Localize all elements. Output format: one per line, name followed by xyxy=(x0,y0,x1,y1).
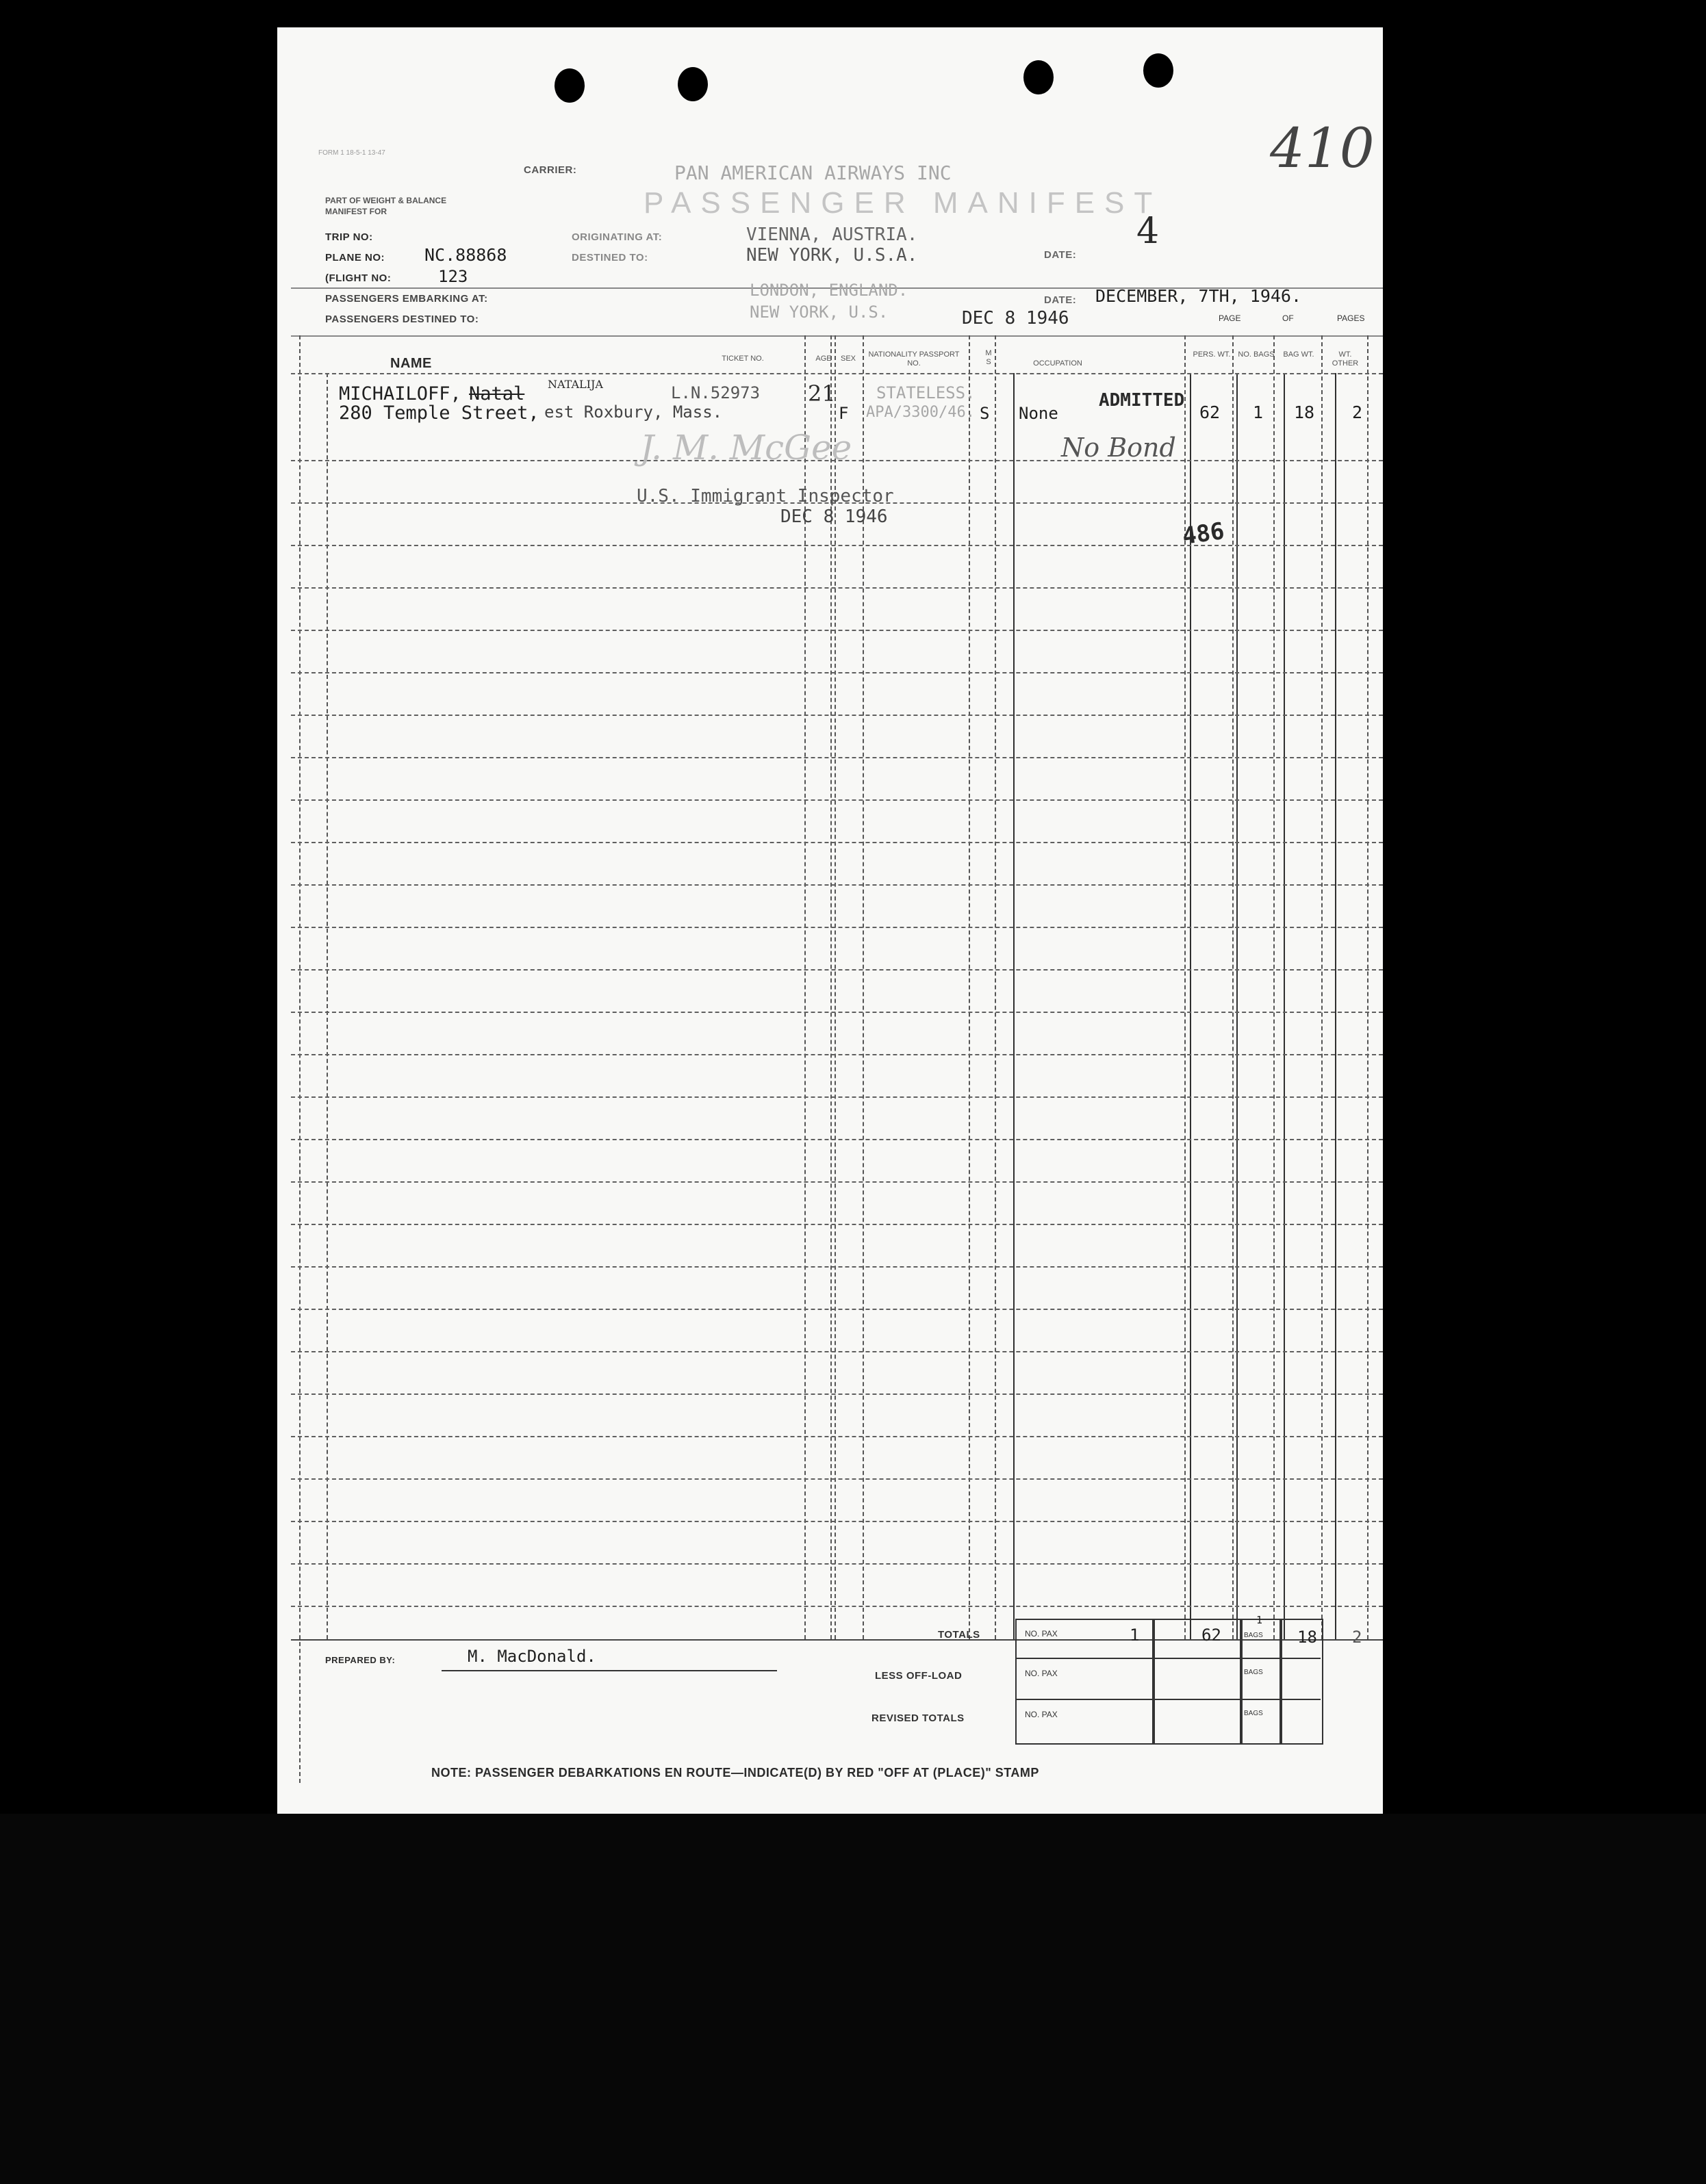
revised-no-pax-label: NO. PAX xyxy=(1025,1710,1058,1719)
header-bottom-rule xyxy=(291,335,1383,337)
carrier-label: CARRIER: xyxy=(524,164,577,176)
col-ticket-header: TICKET NO. xyxy=(722,355,764,363)
totals-weight-value: 62 xyxy=(1201,1626,1221,1645)
trip-label: TRIP NO: xyxy=(325,231,373,243)
plane-label: PLANE NO: xyxy=(325,252,385,264)
punch-hole-icon xyxy=(555,68,585,103)
totals-no-pax-value: 1 xyxy=(1130,1626,1140,1645)
punch-hole-icon xyxy=(678,67,708,101)
passenger-passport: APA/3300/46. xyxy=(866,404,975,421)
col-bag-wt-header: BAG WT. xyxy=(1283,350,1314,359)
less-no-pax-label: NO. PAX xyxy=(1025,1669,1058,1678)
totals-no-pax-label: NO. PAX xyxy=(1025,1629,1058,1639)
of-label: OF xyxy=(1282,313,1294,323)
totals-bags-value: 1 xyxy=(1256,1614,1263,1626)
col-age-header: AGE xyxy=(815,355,832,363)
inspector-date: DEC 8 1946 xyxy=(780,506,888,527)
destined-at-value: NEW YORK, U.S. xyxy=(750,303,889,322)
date-value: DECEMBER, 7TH, 1946. xyxy=(1095,286,1302,306)
originating-label: ORIGINATING AT: xyxy=(572,231,663,243)
col-pers-wt-header: PERS. WT. xyxy=(1193,350,1231,359)
revised-bags-label: BAGS xyxy=(1244,1710,1263,1717)
totals-weight-box xyxy=(1152,1619,1243,1745)
date-label: DATE: xyxy=(1044,294,1077,306)
totals-bags-label: BAGS xyxy=(1244,1632,1263,1639)
col-no-bags-header: NO. BAGS xyxy=(1238,350,1275,359)
less-bags-label: BAGS xyxy=(1244,1669,1263,1676)
embarking-label: PASSENGERS EMBARKING AT: xyxy=(325,293,488,305)
passenger-surname: MICHAILOFF, xyxy=(339,383,461,404)
carrier-value: PAN AMERICAN AIRWAYS INC xyxy=(674,162,952,184)
punch-hole-icon xyxy=(1143,53,1173,88)
destined-label: DESTINED TO: xyxy=(572,252,648,264)
col-sex-header: SEX xyxy=(840,355,856,363)
prepared-by-value: M. MacDonald. xyxy=(468,1647,596,1666)
col-name-header: NAME xyxy=(390,356,432,371)
page-title: PASSENGER MANIFEST xyxy=(644,186,1162,220)
prepared-by-label: PREPARED BY: xyxy=(325,1655,396,1665)
inspector-title: U.S. Immigrant Inspector xyxy=(637,486,894,506)
passenger-sex: F xyxy=(839,404,849,423)
passenger-ticket: L.N.52973 xyxy=(671,383,761,402)
stamp-number: 486 xyxy=(1180,517,1226,551)
passenger-address2: est Roxbury, Mass. xyxy=(544,402,723,422)
passenger-status: S xyxy=(980,404,990,423)
passenger-occupation: None xyxy=(1019,404,1058,423)
col-status-header: M S xyxy=(985,349,992,366)
bond-note: No Bond xyxy=(1061,433,1176,463)
footer-note: NOTE: PASSENGER DEBARKATIONS EN ROUTE—INDICATE(D) BY RED "OFF AT (PLACE)" STAMP xyxy=(431,1766,1039,1780)
punch-hole-icon xyxy=(1023,60,1054,94)
plane-value: NC.88868 xyxy=(424,245,507,265)
page-label: PAGE xyxy=(1219,313,1241,323)
col-occupation-header: OCCUPATION xyxy=(1033,359,1082,368)
passenger-bag-wt: 18 xyxy=(1294,402,1315,422)
less-off-load-label: LESS OFF-LOAD xyxy=(875,1670,963,1682)
arrival-stamp: DEC 8 1946 xyxy=(962,308,1069,329)
passenger-pers-wt: 62 xyxy=(1199,402,1221,422)
passenger-address: 280 Temple Street, xyxy=(339,402,539,424)
flight-value: 123 xyxy=(438,267,468,286)
film-border-lower xyxy=(0,1814,1706,2184)
inspector-signature: J. M. McGee xyxy=(640,428,852,467)
destined-value: NEW YORK, U.S.A. xyxy=(746,245,918,266)
totals-label: TOTALS xyxy=(938,1629,980,1641)
passenger-wt-other: 2 xyxy=(1352,402,1363,422)
part-of-label: PART OF WEIGHT & BALANCE MANIFEST FOR xyxy=(325,196,447,216)
passenger-no-bags: 1 xyxy=(1253,402,1264,422)
manifest-sheet xyxy=(277,27,1383,1814)
form-number: FORM 1 18-5-1 13-47 xyxy=(318,149,385,157)
date-label-top: DATE: xyxy=(1044,249,1077,261)
pages-label: PAGES xyxy=(1337,313,1365,323)
destined-at-label: PASSENGERS DESTINED TO: xyxy=(325,313,479,325)
passenger-age: 21 xyxy=(808,381,836,407)
totals-bag-wt-value: 18 xyxy=(1297,1628,1317,1647)
admitted-stamp: ADMITTED xyxy=(1099,390,1185,411)
passenger-nationality: STATELESS. xyxy=(876,383,976,402)
page-mark: 4 xyxy=(1136,211,1160,252)
col-nationality-header: NATIONALITY PASSPORT NO. xyxy=(868,350,960,368)
flight-label: (FLIGHT NO: xyxy=(325,272,392,284)
passenger-given-name: NATALIJA xyxy=(548,378,603,391)
embarking-value: LONDON, ENGLAND. xyxy=(750,281,908,300)
corner-mark: 410 xyxy=(1270,116,1375,180)
passenger-struck-name: Natal xyxy=(469,383,525,404)
col-wt-other-header: WT. OTHER xyxy=(1332,350,1359,368)
originating-value: VIENNA, AUSTRIA. xyxy=(746,224,918,245)
revised-totals-label: REVISED TOTALS xyxy=(871,1712,965,1724)
totals-other-value: 2 xyxy=(1352,1628,1362,1647)
